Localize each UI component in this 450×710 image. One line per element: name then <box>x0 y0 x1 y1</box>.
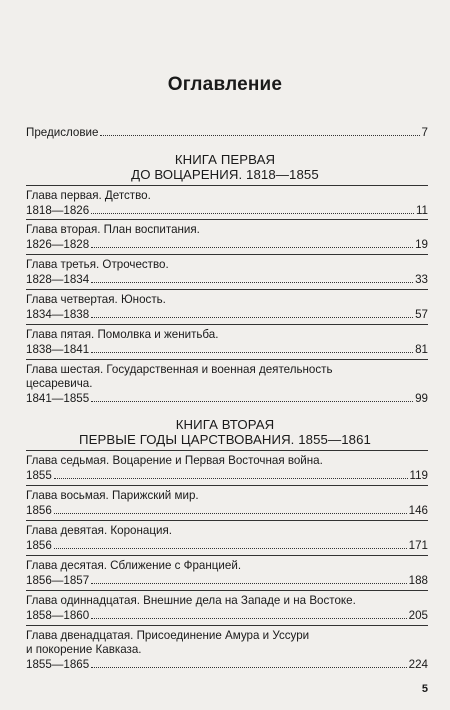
leader-dots <box>54 503 407 514</box>
toc-entry[interactable] <box>26 657 428 672</box>
divider <box>26 359 428 360</box>
divider <box>26 590 428 591</box>
divider <box>26 219 428 220</box>
leader-dots <box>91 573 406 584</box>
toc-entry[interactable] <box>26 538 428 553</box>
entry-page: 146 <box>408 504 428 517</box>
entry-years: 1855—1865 <box>26 658 90 671</box>
chapter-title-continued: цесаревича. <box>26 377 93 390</box>
entry-years: 1826—1828 <box>26 238 90 251</box>
entry-years: 1856—1857 <box>26 574 90 587</box>
leader-dots <box>54 468 408 479</box>
leader-dots <box>91 342 413 353</box>
chapter-title: Глава первая. Детство. <box>26 189 151 202</box>
leader-dots <box>91 391 413 402</box>
entry-years: 1828—1834 <box>26 273 90 286</box>
entry-years: 1855 <box>26 469 52 482</box>
leader-dots <box>91 203 414 214</box>
leader-dots <box>91 272 413 283</box>
entry-years: 1858—1860 <box>26 609 90 622</box>
divider <box>26 450 428 451</box>
toc-title: Оглавление <box>167 74 283 95</box>
entry-years: 1834—1838 <box>26 308 90 321</box>
entry-page: 224 <box>408 658 428 671</box>
leader-dots <box>91 237 413 248</box>
chapter-title: Глава двенадцатая. Присоединение Амура и Уссури <box>26 629 310 642</box>
chapter-title: Глава девятая. Коронация. <box>26 524 172 537</box>
book2-heading-line2: ПЕРВЫЕ ГОДЫ ЦАРСТВОВАНИЯ. 1855—1861 <box>79 432 371 447</box>
book2-heading-line1: КНИГА ВТОРАЯ <box>175 417 275 432</box>
entry-page: 57 <box>415 308 428 321</box>
entry-page: 33 <box>415 273 428 286</box>
toc-entry-preface[interactable] <box>26 125 428 140</box>
entry-years: 1838—1841 <box>26 343 90 356</box>
entry-page: 7 <box>421 126 428 139</box>
entry-years: 1818—1826 <box>26 204 90 217</box>
entry-page: 205 <box>408 609 428 622</box>
divider <box>26 485 428 486</box>
chapter-title: Глава третья. Отрочество. <box>26 258 169 271</box>
toc-entry[interactable] <box>26 237 428 252</box>
leader-dots <box>91 657 406 668</box>
entry-page: 99 <box>415 392 428 405</box>
divider <box>26 520 428 521</box>
toc-entry[interactable] <box>26 272 428 287</box>
entry-years: 1856 <box>26 504 52 517</box>
entry-page: 19 <box>415 238 428 251</box>
entry-page: 119 <box>409 469 428 482</box>
toc-entry[interactable] <box>26 391 428 406</box>
chapter-title: Глава десятая. Сближение с Францией. <box>26 559 242 572</box>
entry-page: 171 <box>408 539 428 552</box>
toc-entry[interactable] <box>26 573 428 588</box>
chapter-title: Глава одиннадцатая. Внешние дела на Западе и на Востоке. <box>26 594 356 607</box>
chapter-title: Глава вторая. План воспитания. <box>26 223 200 236</box>
divider <box>26 289 428 290</box>
chapter-title-continued: и покорение Кавказа. <box>26 643 142 656</box>
leader-dots <box>54 538 407 549</box>
divider <box>26 254 428 255</box>
divider <box>26 625 428 626</box>
divider <box>26 324 428 325</box>
toc-entry[interactable] <box>26 468 428 483</box>
leader-dots <box>100 125 419 136</box>
book1-heading-line2: ДО ВОЦАРЕНИЯ. 1818—1855 <box>131 167 319 182</box>
chapter-title: Глава четвертая. Юность. <box>26 293 166 306</box>
divider <box>26 555 428 556</box>
chapter-title: Глава восьмая. Парижский мир. <box>26 489 199 502</box>
page-number: 5 <box>421 683 428 695</box>
entry-label: Предисловие <box>26 126 99 139</box>
toc-entry[interactable] <box>26 307 428 322</box>
toc-entry[interactable] <box>26 203 428 218</box>
entry-page: 11 <box>415 204 428 217</box>
divider <box>26 185 428 186</box>
book1-heading-line1: КНИГА ПЕРВАЯ <box>174 152 276 167</box>
toc-entry[interactable] <box>26 342 428 357</box>
leader-dots <box>91 307 413 318</box>
entry-page: 188 <box>408 574 428 587</box>
entry-years: 1856 <box>26 539 52 552</box>
leader-dots <box>91 608 406 619</box>
toc-entry[interactable] <box>26 608 428 623</box>
entry-years: 1841—1855 <box>26 392 90 405</box>
entry-page: 81 <box>415 343 428 356</box>
toc-entry[interactable] <box>26 503 428 518</box>
chapter-title: Глава шестая. Государственная и военная деятельность <box>26 363 333 376</box>
chapter-title: Глава пятая. Помолвка и женитьба. <box>26 328 219 341</box>
chapter-title: Глава седьмая. Воцарение и Первая Восточная война. <box>26 454 323 467</box>
